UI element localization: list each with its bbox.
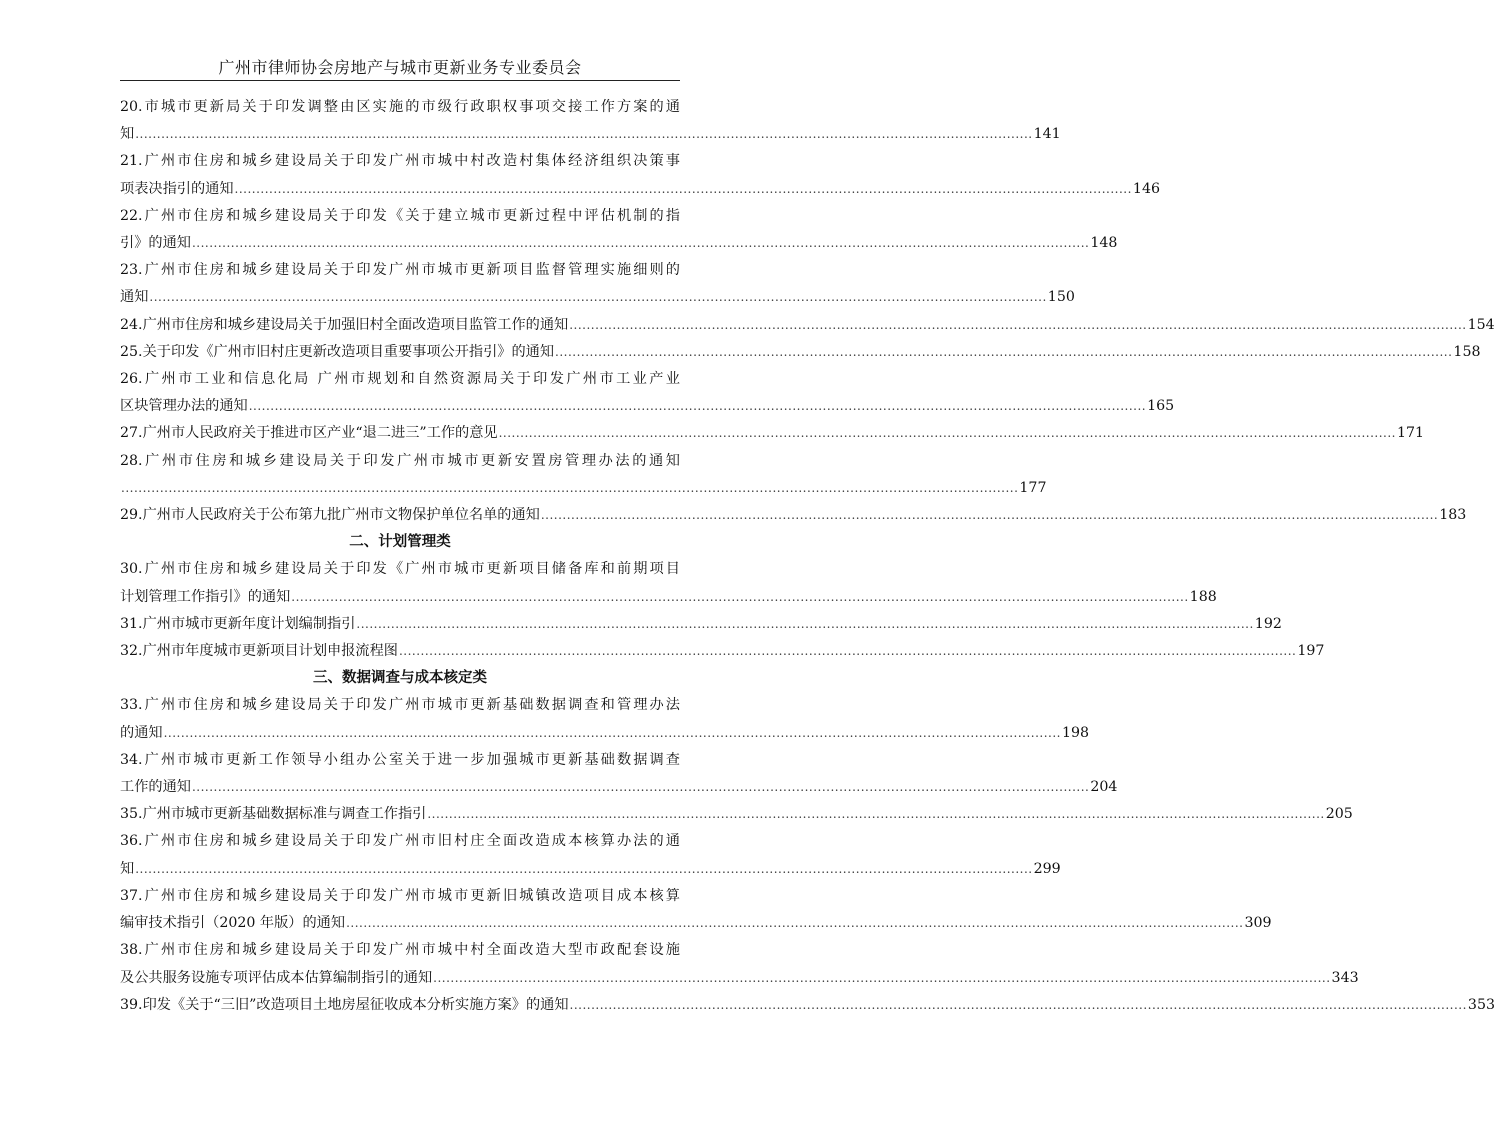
toc-entry-title-line: 27.广州市人民政府关于推进市区产业“退二进三”工作的意见 [120,425,498,442]
toc-page-number: 299 [1033,860,1061,877]
dot-leader [121,475,1018,502]
toc-entry-title-line: 29.广州市人民政府关于公布第九批广州市文物保护单位名单的通知 [120,507,540,524]
toc-page-number: 192 [1254,615,1282,632]
toc-page-number: 171 [1396,425,1425,442]
toc-entry-title-line: 30.广州市住房和城乡建设局关于印发《广州市城市更新项目储备库和前期项目 [120,561,680,578]
toc-entry-title-line: 21.广州市住房和城乡建设局关于印发广州市城中村改造村集体经济组织决策事 [120,153,680,170]
toc-entry[interactable] [120,556,1217,610]
toc-entry[interactable] [120,992,1495,1019]
toc-entry[interactable] [120,420,1425,447]
toc-entry-title-line: 22.广州市住房和城乡建设局关于印发《关于建立城市更新过程中评估机制的指 [120,207,680,224]
dot-leader [135,121,1032,148]
toc-entry-title-line: 知 [120,860,135,877]
toc-page-number: 197 [1297,643,1325,660]
dot-leader [235,176,1132,203]
dot-leader [164,720,1061,747]
dot-leader [399,638,1296,665]
dot-leader [291,584,1188,611]
page-header: 广州市律师协会房地产与城市更新业务专业委员会 [218,58,582,77]
dot-leader [192,774,1089,801]
toc-entry[interactable] [120,502,1467,529]
toc-page-number: 165 [1147,398,1175,415]
toc-entry[interactable] [120,148,1161,202]
toc-entry-title-line: 33.广州市住房和城乡建设局关于印发广州市城市更新基础数据调查和管理办法 [120,697,680,714]
toc-entry-title-line: 的通知 [120,724,163,741]
toc-entry-title-line: 计划管理工作指引》的通知 [120,588,291,605]
toc-entry-title-line: 引》的通知 [120,235,191,252]
dot-leader [433,965,1330,992]
toc-entry-title-line: 工作的通知 [120,779,191,796]
toc-page-number: 309 [1244,915,1272,932]
toc-entry[interactable] [120,339,1481,366]
toc-entry[interactable] [120,366,1175,420]
toc-entry-title-line: 通知 [120,289,149,306]
toc-entry-title-line: 20.市城市更新局关于印发调整由区实施的市级行政职权事项交接工作方案的通 [120,99,680,115]
dot-leader [569,312,1466,339]
toc-page-number: 205 [1325,806,1353,823]
section-heading: 二、计划管理类 [349,534,451,551]
dot-leader [249,393,1146,420]
toc-entry-title-line: 编审技术指引（2020 年版）的通知 [120,915,346,932]
toc-entry-title-line: 35.广州市城市更新基础数据标准与调查工作指引 [120,806,427,823]
toc-page-number: 148 [1090,235,1118,252]
dot-leader [499,420,1396,447]
toc-entry[interactable] [120,611,1282,638]
toc-page-number: 154 [1467,316,1495,333]
toc-entry[interactable] [120,448,1047,502]
toc-page-number: 146 [1132,180,1161,197]
toc-entry-title-line: 38.广州市住房和城乡建设局关于印发广州市城中村全面改造大型市政配套设施 [120,942,680,959]
dot-leader [541,502,1438,529]
toc-page-number: 198 [1061,724,1090,741]
toc-page-number: 158 [1453,343,1481,360]
toc-entry-title-line: 及公共服务设施专项评估成本估算编制指引的通知 [120,969,433,986]
dot-leader [149,284,1046,311]
toc-page-number: 177 [1019,479,1047,496]
toc-page-number: 204 [1090,779,1118,796]
toc-page-number: 183 [1439,507,1467,524]
toc-entry-title-line: 24.广州市住房和城乡建设局关于加强旧村全面改造项目监管工作的通知 [120,316,569,333]
toc-entry[interactable] [120,692,1090,746]
toc-page-number: 141 [1033,126,1061,143]
toc-page-number: 150 [1047,289,1075,306]
toc-page-number: 353 [1467,996,1495,1013]
toc-entry-title-line: 39.印发《关于“三旧”改造项目土地房屋征收成本分析实施方案》的通知 [120,996,569,1013]
toc-entry-title-line: 32.广州市年度城市更新项目计划申报流程图 [120,643,398,660]
toc-entry-title-line: 31.广州市城市更新年度计划编制指引 [120,615,356,632]
section-heading: 三、数据调查与成本核定类 [313,670,487,687]
toc-entry-title-line: 36.广州市住房和城乡建设局关于印发广州市旧村庄全面改造成本核算办法的通 [120,833,680,850]
dot-leader [570,992,1467,1019]
toc-entry-title-line: 34.广州市城市更新工作领导小组办公室关于进一步加强城市更新基础数据调查 [120,751,680,768]
toc-entry[interactable] [120,312,1495,339]
dot-leader [427,801,1324,828]
toc-page-number: 343 [1331,969,1359,986]
toc-page-number: 188 [1189,588,1217,605]
toc-entry-title-line: 项表决指引的通知 [120,180,234,197]
toc-entry-title-line: 37.广州市住房和城乡建设局关于印发广州市城市更新旧城镇改造项目成本核算 [120,887,680,904]
dot-leader [555,339,1452,366]
dot-leader [346,910,1243,937]
dot-leader [356,611,1253,638]
toc-entry[interactable] [120,257,1075,311]
toc-entry[interactable] [120,638,1325,665]
toc-entry[interactable] [120,94,1061,148]
toc-entry-title-line: 28.广州市住房和城乡建设局关于印发广州市城市更新安置房管理办法的通知 [120,452,680,469]
toc-entry-title-line: 25.关于印发《广州市旧村庄更新改造项目重要事项公开指引》的通知 [120,343,555,360]
header-divider [120,80,680,81]
toc-entry[interactable] [120,937,1359,991]
toc-entry[interactable] [120,203,1118,257]
toc-entry-title-line: 26.广州市工业和信息化局 广州市规划和自然资源局关于印发广州市工业产业 [120,371,680,388]
toc-entry-title-line: 知 [120,126,135,143]
table-of-contents [120,94,1495,1019]
toc-entry-title-line: 23.广州市住房和城乡建设局关于印发广州市城市更新项目监督管理实施细则的 [120,262,680,279]
toc-entry-title-line: 区块管理办法的通知 [120,398,248,415]
toc-entry[interactable] [120,747,1118,801]
toc-entry[interactable] [120,883,1272,937]
toc-entry[interactable] [120,801,1353,828]
dot-leader [135,856,1032,883]
toc-entry[interactable] [120,828,1061,882]
dot-leader [192,230,1089,257]
